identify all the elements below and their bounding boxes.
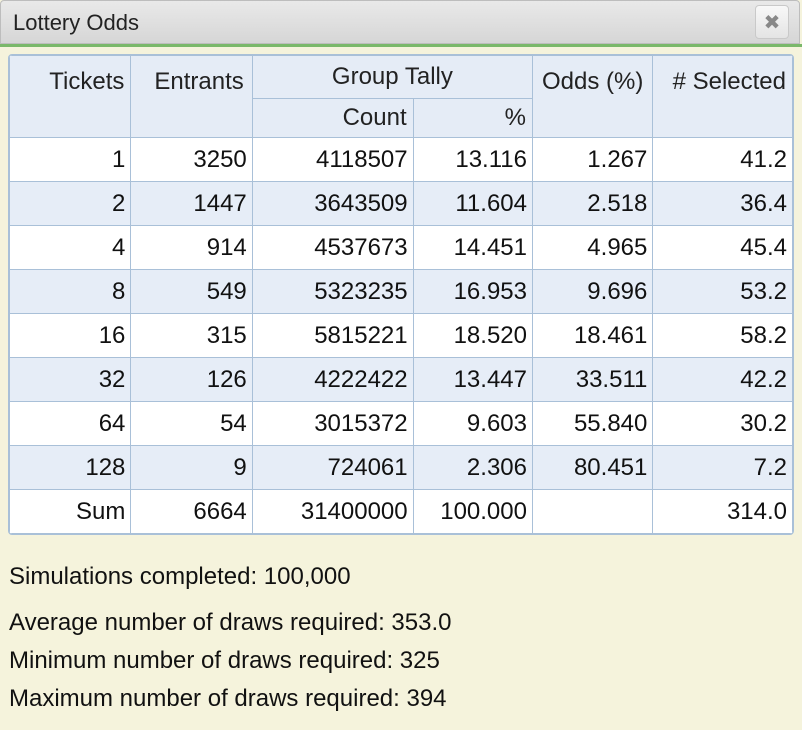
window-title: Lottery Odds (13, 10, 139, 35)
cell-count: 4222422 (252, 358, 413, 402)
minimum-draws: Minimum number of draws required: 325 (9, 647, 440, 674)
cell-count: 5323235 (252, 270, 413, 314)
header-group-tally[interactable]: Group Tally (252, 56, 532, 99)
average-draws: Average number of draws required: 353.0 (9, 609, 452, 636)
cell-percent: 13.447 (413, 358, 532, 402)
cell-percent: 18.520 (413, 314, 532, 358)
cell-entrants: 9 (131, 446, 252, 490)
cell-percent: 14.451 (413, 226, 532, 270)
window-titlebar (0, 0, 800, 44)
table-row-sum (10, 490, 793, 534)
cell-tickets: 64 (10, 402, 131, 446)
cell-tickets: 4 (10, 226, 131, 270)
header-percent[interactable]: % (413, 99, 532, 138)
table-row (10, 314, 793, 358)
close-button[interactable] (755, 5, 789, 39)
cell-count: 4118507 (252, 138, 413, 182)
cell-selected: 7.2 (653, 446, 793, 490)
cell-tickets: 8 (10, 270, 131, 314)
cell-selected: 58.2 (653, 314, 793, 358)
cell-odds: 1.267 (532, 138, 652, 182)
cell-odds (532, 490, 652, 534)
cell-tickets: Sum (10, 490, 131, 534)
cell-percent: 2.306 (413, 446, 532, 490)
cell-count: 3015372 (252, 402, 413, 446)
table-row (10, 138, 793, 182)
cell-selected: 30.2 (653, 402, 793, 446)
cell-selected: 41.2 (653, 138, 793, 182)
header-tickets[interactable]: Tickets (10, 56, 131, 138)
header-odds[interactable]: Odds (%) (532, 56, 652, 138)
cell-odds: 33.511 (532, 358, 652, 402)
title-divider (0, 44, 802, 47)
cell-count: 31400000 (252, 490, 413, 534)
cell-count: 3643509 (252, 182, 413, 226)
table-row (10, 402, 793, 446)
cell-percent: 16.953 (413, 270, 532, 314)
cell-odds: 55.840 (532, 402, 652, 446)
cell-entrants: 315 (131, 314, 252, 358)
cell-odds: 4.965 (532, 226, 652, 270)
cell-tickets: 128 (10, 446, 131, 490)
cell-selected: 314.0 (653, 490, 793, 534)
cell-entrants: 6664 (131, 490, 252, 534)
header-entrants[interactable]: Entrants (131, 56, 252, 138)
header-selected[interactable]: # Selected (653, 56, 793, 138)
table-row (10, 270, 793, 314)
cell-tickets: 2 (10, 182, 131, 226)
simulations-completed: Simulations completed: 100,000 (9, 563, 351, 590)
cell-count: 724061 (252, 446, 413, 490)
cell-selected: 53.2 (653, 270, 793, 314)
table-row (10, 226, 793, 270)
cell-percent: 13.116 (413, 138, 532, 182)
cell-entrants: 3250 (131, 138, 252, 182)
odds-table-container (8, 54, 794, 535)
cell-selected: 36.4 (653, 182, 793, 226)
cell-percent: 9.603 (413, 402, 532, 446)
cell-entrants: 1447 (131, 182, 252, 226)
maximum-draws: Maximum number of draws required: 394 (9, 685, 447, 712)
cell-selected: 45.4 (653, 226, 793, 270)
cell-entrants: 54 (131, 402, 252, 446)
cell-count: 5815221 (252, 314, 413, 358)
odds-table (9, 55, 793, 534)
header-count[interactable]: Count (252, 99, 413, 138)
cell-count: 4537673 (252, 226, 413, 270)
cell-entrants: 914 (131, 226, 252, 270)
cell-percent: 100.000 (413, 490, 532, 534)
cell-odds: 80.451 (532, 446, 652, 490)
cell-tickets: 16 (10, 314, 131, 358)
table-row (10, 358, 793, 402)
cell-percent: 11.604 (413, 182, 532, 226)
cell-entrants: 549 (131, 270, 252, 314)
table-row (10, 182, 793, 226)
cell-odds: 2.518 (532, 182, 652, 226)
cell-odds: 18.461 (532, 314, 652, 358)
close-icon: ✖ (763, 11, 781, 34)
cell-tickets: 1 (10, 138, 131, 182)
cell-entrants: 126 (131, 358, 252, 402)
cell-odds: 9.696 (532, 270, 652, 314)
cell-selected: 42.2 (653, 358, 793, 402)
table-row (10, 446, 793, 490)
cell-tickets: 32 (10, 358, 131, 402)
